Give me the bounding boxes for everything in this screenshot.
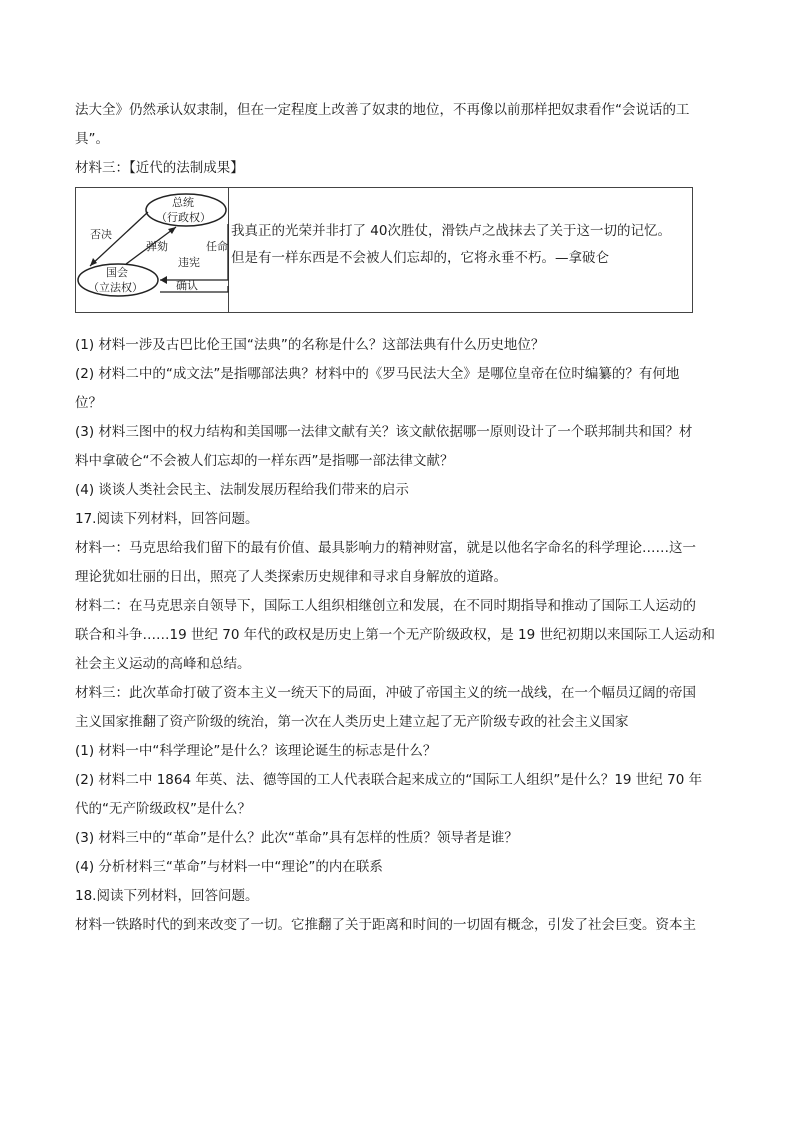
question-line: (1) 材料一中“科学理论”是什么？该理论诞生的标志是什么？	[75, 743, 437, 759]
section-heading: 18.阅读下列材料，回答问题。	[75, 888, 259, 904]
question-line: (1) 材料一涉及古巴比伦王国“法典”的名称是什么？这部法典有什么历史地位？	[75, 337, 545, 353]
question-line: 位？	[75, 395, 102, 411]
document-page	[75, 100, 725, 944]
congress-label: 国会	[106, 266, 128, 279]
material-line: 联合和斗争……19 世纪 70 年代的政权是历史上第一个无产阶级政权，是 19 世纪初期以来国际工人运动和	[75, 627, 715, 643]
quote-line: 但是有一样东西是不会被人们忘却的，它将永垂不朽。—拿破仑	[231, 250, 609, 266]
text-line: 具”。	[75, 131, 109, 147]
material-line: 主义国家推翻了资产阶级的统治，第一次在人类历史上建立起了无产阶级专政的社会主义国家	[75, 714, 629, 730]
material-line: 材料二：在马克思亲自领导下，国际工人组织相继创立和发展，在不同时期指导和推动了国际工人运动的	[75, 598, 696, 614]
material-three-heading: 材料三：【近代的法制成果】	[75, 160, 244, 176]
material-line: 材料一：马克思给我们留下的最有价值、最具影响力的精神财富，就是以他名字命名的科学理论……这一	[75, 540, 696, 556]
question-line: (2) 材料二中 1864 年英、法、德等国的工人代表联合起来成立的“国际工人组织”是什么？19 世纪 70 年	[75, 772, 703, 788]
material-line: 理论犹如壮丽的日出，照亮了人类探索历史规律和寻求自身解放的道路。	[75, 569, 507, 585]
executive-label: （行政权）	[156, 211, 211, 224]
unconstitutional-label: 违宪	[178, 256, 200, 269]
material-line: 材料三：此次革命打破了资本主义一统天下的局面，冲破了帝国主义的统一战线，在一个幅员辽阔的帝国	[75, 685, 696, 701]
section-heading: 17.阅读下列材料，回答问题。	[75, 511, 259, 527]
question-line: (4) 分析材料三“革命”与材料一中“理论”的内在联系	[75, 859, 383, 875]
legislative-label: （立法权）	[88, 281, 143, 294]
question-line: 代的“无产阶级政权”是什么？	[75, 801, 251, 817]
text-line: 法大全》仍然承认奴隶制，但在一定程度上改善了奴隶的地位，不再像以前那样把奴隶看作“会说话的工	[75, 102, 690, 118]
quote-line: 我真正的光荣并非打了 40次胜仗，滑铁卢之战抹去了关于这一切的记忆。	[231, 223, 671, 239]
appoint-label: 任命	[206, 240, 228, 253]
confirm-label: 确认	[176, 279, 198, 292]
impeach-label: 弹劾	[146, 240, 168, 253]
question-line: (3) 材料三中的“革命”是什么？此次“革命”具有怎样的性质？领导者是谁？	[75, 830, 518, 846]
material-three-table	[75, 187, 693, 313]
question-line: (2) 材料二中的“成文法”是指哪部法典？材料中的《罗马民法大全》是哪位皇帝在位时编纂的？有何地	[75, 366, 680, 382]
question-line: (3) 材料三图中的权力结构和美国哪一法律文献有关？该文献依据哪一原则设计了一个联邦制共和国？材	[75, 424, 693, 440]
material-line: 社会主义运动的高峰和总结。	[75, 656, 251, 672]
question-line: 料中拿破仑“不会被人们忘却的一样东西”是指哪一部法律文献？	[75, 453, 454, 469]
veto-label: 否决	[90, 228, 112, 241]
material-line: 材料一铁路时代的到来改变了一切。它推翻了关于距离和时间的一切固有概念，引发了社会巨变。资本主	[75, 917, 696, 933]
question-line: (4) 谈谈人类社会民主、法制发展历程给我们带来的启示	[75, 482, 409, 498]
president-label: 总统	[172, 196, 194, 209]
separation-of-powers-diagram	[76, 188, 236, 312]
napoleon-quote	[231, 221, 691, 275]
